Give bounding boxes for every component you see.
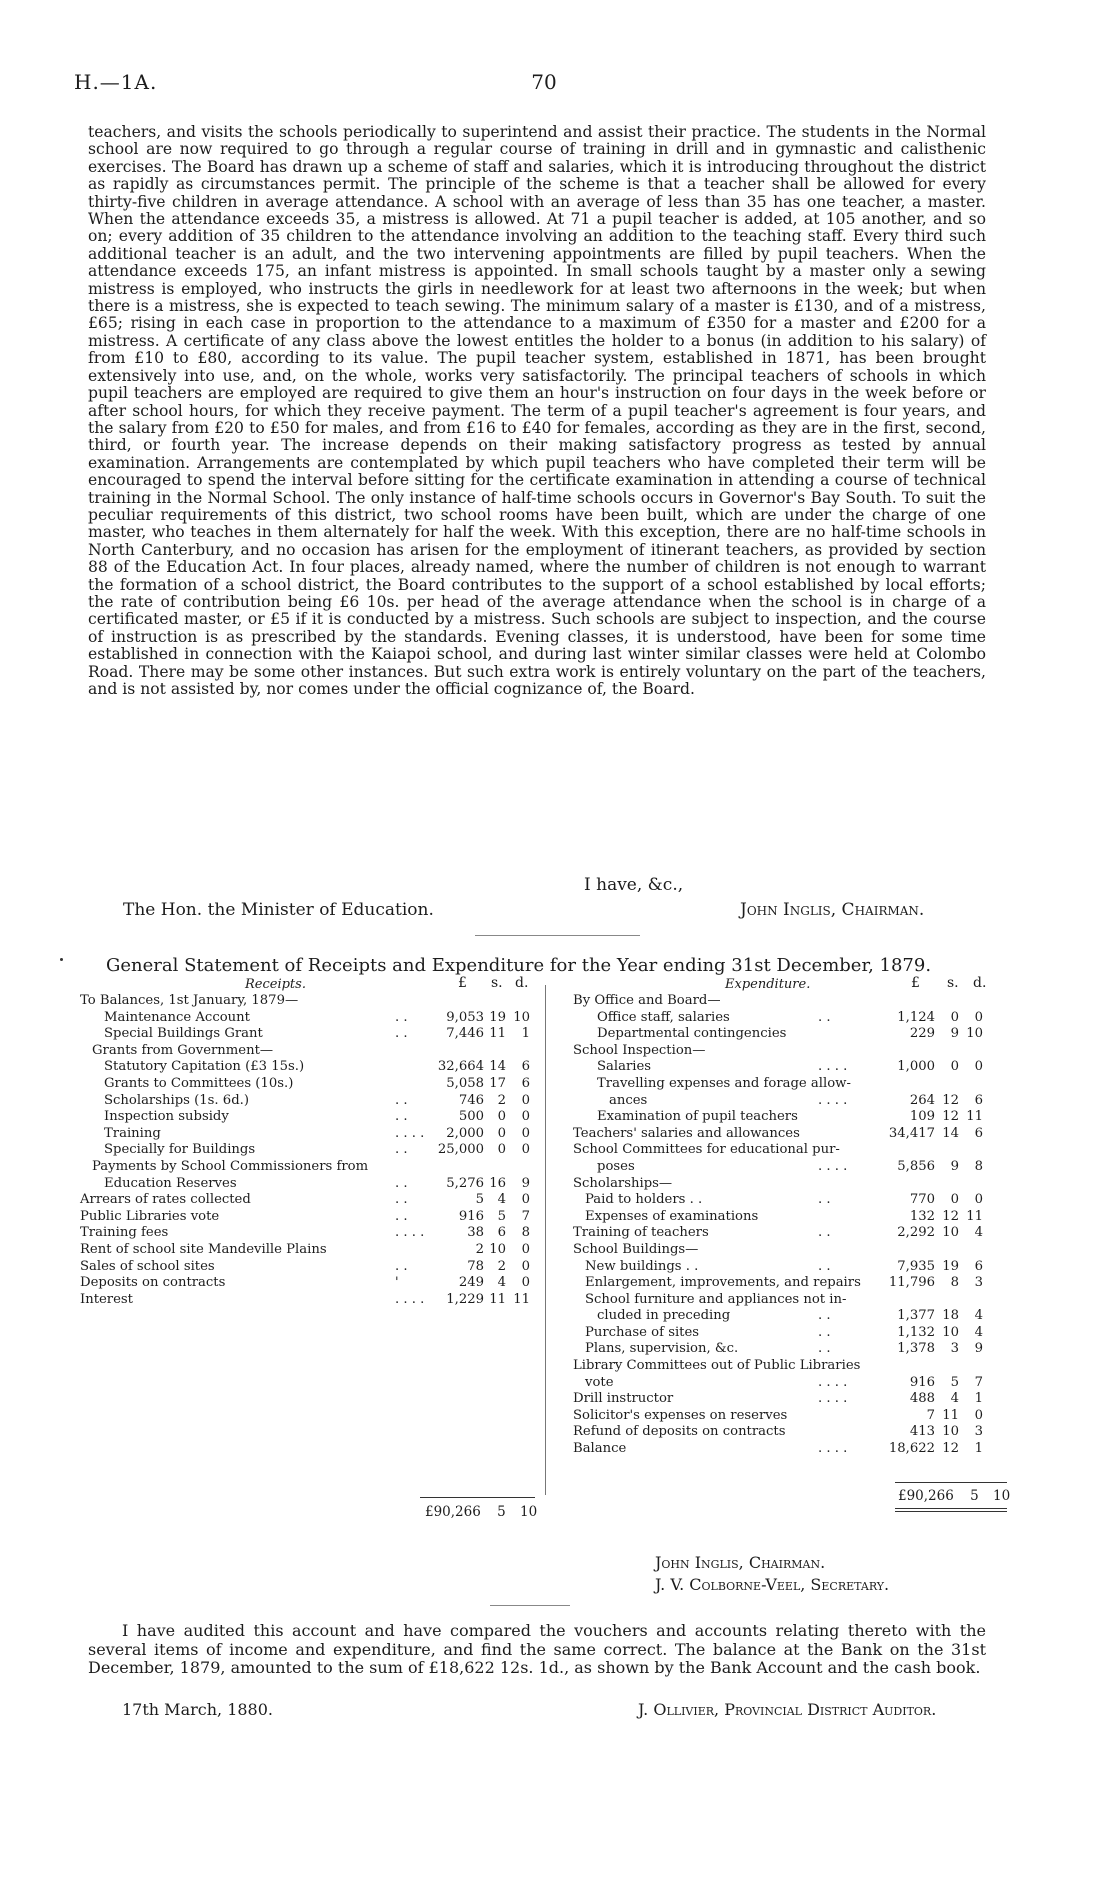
ledger-pounds: 249 bbox=[458, 1275, 484, 1291]
leader-dots: . . bbox=[395, 1009, 408, 1025]
audit-date: 17th March, 1880. bbox=[122, 1700, 273, 1719]
ledger-row bbox=[80, 1259, 535, 1276]
ledger-item-label: Special Buildings Grant bbox=[104, 1026, 263, 1042]
ledger-item-label: Solicitor's expenses on reserves bbox=[573, 1407, 788, 1423]
ledger-pence: 0 bbox=[521, 1192, 530, 1208]
leader-dots: . . bbox=[395, 1142, 408, 1158]
ledger-shillings: 9 bbox=[950, 1026, 959, 1042]
ledger-item-label: Training of teachers bbox=[573, 1225, 709, 1241]
ledger-row bbox=[573, 1209, 1005, 1226]
ledger-pence: 0 bbox=[521, 1241, 530, 1257]
ledger-item-label: vote bbox=[585, 1374, 614, 1390]
receipts-sum-rule bbox=[420, 1497, 535, 1498]
ledger-pence: 0 bbox=[974, 1009, 983, 1025]
ledger-shillings: 4 bbox=[497, 1192, 506, 1208]
leader-dots: . . . . bbox=[818, 1441, 848, 1457]
ledger-shillings: 5 bbox=[497, 1208, 506, 1224]
ledger-item-label: Enlargement, improvements, and repairs bbox=[585, 1275, 861, 1291]
ledger-pounds: 916 bbox=[909, 1374, 935, 1390]
ledger-shillings: 0 bbox=[497, 1142, 506, 1158]
expenditure-double-rule-2 bbox=[895, 1511, 1007, 1512]
ledger-pence: 9 bbox=[974, 1341, 983, 1357]
ledger-pounds: 5,276 bbox=[446, 1175, 484, 1191]
ledger-item-label: Inspection subsidy bbox=[104, 1109, 229, 1125]
ledger-pence: 6 bbox=[974, 1092, 983, 1108]
ledger-item-label: Salaries bbox=[597, 1059, 652, 1075]
addressee: The Hon. the Minister of Education. bbox=[123, 900, 434, 920]
ledger-row bbox=[573, 1441, 1005, 1458]
ledger-shillings: 14 bbox=[942, 1125, 959, 1141]
ledger-pounds: 2,292 bbox=[897, 1225, 935, 1241]
ledger-row bbox=[80, 1142, 535, 1159]
ledger-row bbox=[573, 1275, 1005, 1292]
ledger-row bbox=[80, 1159, 535, 1176]
ledger-pounds: 5,856 bbox=[897, 1158, 935, 1174]
ledger-pence: 7 bbox=[974, 1374, 983, 1390]
leader-dots: . . . . bbox=[818, 1059, 848, 1075]
ledger-row bbox=[80, 1242, 535, 1259]
ledger-pence: 10 bbox=[966, 1026, 983, 1042]
document-code: H.—1A. bbox=[74, 70, 158, 94]
ledger-pounds: 770 bbox=[909, 1192, 935, 1208]
ledger-shillings: 10 bbox=[942, 1324, 959, 1340]
expenditure-shilling-heading: s. bbox=[947, 975, 959, 991]
ledger-shillings: 2 bbox=[497, 1258, 506, 1274]
ledger-shillings: 2 bbox=[497, 1092, 506, 1108]
ledger-pounds: 25,000 bbox=[437, 1142, 484, 1158]
ledger-shillings: 0 bbox=[950, 1009, 959, 1025]
ledger-pounds: 229 bbox=[909, 1026, 935, 1042]
ledger-pence: 11 bbox=[966, 1109, 983, 1125]
ledger-shillings: 18 bbox=[942, 1308, 959, 1324]
ledger-pounds: 500 bbox=[458, 1109, 484, 1125]
ledger-pounds: 109 bbox=[909, 1109, 935, 1125]
ledger-shillings: 10 bbox=[942, 1424, 959, 1440]
ledger-row bbox=[573, 1424, 1005, 1441]
ledger-shillings: 9 bbox=[950, 1158, 959, 1174]
ledger-pence: 7 bbox=[521, 1208, 530, 1224]
ledger-shillings: 4 bbox=[497, 1275, 506, 1291]
section-divider bbox=[475, 935, 640, 936]
leader-dots: . . bbox=[818, 1324, 831, 1340]
ledger-row bbox=[80, 1026, 535, 1043]
ledger-pence: 0 bbox=[974, 1407, 983, 1423]
ledger-row bbox=[80, 1010, 535, 1027]
receipts-total-pounds: £90,266 bbox=[425, 1504, 481, 1520]
ledger-item-label: Drill instructor bbox=[573, 1391, 674, 1407]
ledger-row bbox=[573, 993, 1005, 1010]
ledger-pence: 3 bbox=[974, 1275, 983, 1291]
ledger-item-label: Departmental contingencies bbox=[597, 1026, 787, 1042]
ledger-pounds: 916 bbox=[458, 1208, 484, 1224]
ledger-item-label: Plans, supervision, &c. bbox=[585, 1341, 739, 1357]
ledger-pence: 3 bbox=[974, 1424, 983, 1440]
ledger-item-label: Sales of school sites bbox=[80, 1258, 215, 1274]
ledger-pence: 4 bbox=[974, 1308, 983, 1324]
ledger-pence: 10 bbox=[513, 1009, 530, 1025]
ledger-item-label: Teachers' salaries and allowances bbox=[573, 1125, 800, 1141]
expenditure-total-shillings: 5 bbox=[970, 1488, 979, 1504]
ledger-shillings: 0 bbox=[497, 1109, 506, 1125]
expenditure-pound-heading: £ bbox=[911, 975, 920, 991]
ledger-pence: 1 bbox=[974, 1391, 983, 1407]
leader-dots: . . bbox=[818, 1341, 831, 1357]
ledger-pounds: 2 bbox=[475, 1241, 484, 1257]
ledger-row bbox=[573, 1242, 1005, 1259]
ledger-shillings: 11 bbox=[942, 1407, 959, 1423]
receipts-total-shillings: 5 bbox=[497, 1504, 506, 1520]
auditor-signature: J. Ollivier, Provincial District Auditor. bbox=[638, 1700, 937, 1719]
ledger-item-label: To Balances, 1st January, 1879— bbox=[80, 993, 299, 1008]
ledger-item-label: Travelling expenses and forage allow- bbox=[597, 1075, 851, 1091]
statement-signatures bbox=[655, 1552, 889, 1596]
ledger-item-label: By Office and Board— bbox=[573, 993, 721, 1008]
receipts-heading: Receipts. bbox=[245, 977, 306, 992]
ledger-row bbox=[80, 1192, 535, 1209]
expenditure-total bbox=[898, 1488, 1010, 1504]
leader-dots: . . bbox=[395, 1208, 408, 1224]
leader-dots: . . bbox=[818, 1225, 831, 1241]
ledger-item-label: Education Reserves bbox=[104, 1175, 237, 1191]
statement-secretary: J. V. Colborne-Veel, Secretary. bbox=[655, 1575, 890, 1594]
audit-divider bbox=[490, 1605, 570, 1606]
leader-dots: . . bbox=[395, 1109, 408, 1125]
ledger-shillings: 11 bbox=[489, 1291, 506, 1307]
ledger-pence: 0 bbox=[521, 1109, 530, 1125]
ledger-pounds: 7 bbox=[926, 1407, 935, 1423]
ledger-shillings: 4 bbox=[950, 1391, 959, 1407]
ledger-pounds: 1,132 bbox=[897, 1324, 935, 1340]
ledger-row bbox=[573, 1408, 1005, 1425]
ledger-item-label: Scholarships— bbox=[573, 1175, 673, 1191]
ledger-item-label: Refund of deposits on contracts bbox=[573, 1424, 786, 1440]
ledger-pence: 1 bbox=[521, 1026, 530, 1042]
ledger-pounds: 34,417 bbox=[888, 1125, 935, 1141]
ledger-item-label: Training fees bbox=[80, 1225, 169, 1241]
ledger-item-label: Arrears of rates collected bbox=[80, 1192, 251, 1208]
ledger-row bbox=[573, 1292, 1005, 1309]
ledger-pounds: 413 bbox=[909, 1424, 935, 1440]
leader-dots: . . bbox=[818, 1258, 831, 1274]
ledger-pounds: 32,664 bbox=[437, 1059, 484, 1075]
ledger-pence: 6 bbox=[974, 1125, 983, 1141]
ledger-row bbox=[573, 1093, 1005, 1110]
ledger-shillings: 0 bbox=[950, 1059, 959, 1075]
ledger-row bbox=[80, 1209, 535, 1226]
ledger-row bbox=[573, 1325, 1005, 1342]
statement-title bbox=[106, 955, 931, 976]
ledger-pounds: 11,796 bbox=[888, 1275, 935, 1291]
receipts-ledger bbox=[80, 993, 535, 1308]
chairman-signature: John Inglis, Chairman. bbox=[740, 900, 925, 920]
ledger-row bbox=[80, 1225, 535, 1242]
ledger-pounds: 132 bbox=[909, 1208, 935, 1224]
ledger-row bbox=[573, 1142, 1005, 1159]
ledger-row bbox=[573, 1076, 1005, 1093]
ledger-row bbox=[80, 1093, 535, 1110]
ledger-row bbox=[573, 1010, 1005, 1027]
ledger-item-label: Paid to holders . . bbox=[585, 1192, 703, 1208]
ledger-shillings: 12 bbox=[942, 1109, 959, 1125]
ledger-item-label: cluded in preceding bbox=[597, 1308, 731, 1324]
leader-dots: ' bbox=[395, 1275, 399, 1291]
closing-salutation: I have, &c., bbox=[584, 875, 684, 895]
ledger-row bbox=[80, 1076, 535, 1093]
ledger-shillings: 16 bbox=[489, 1175, 506, 1191]
ledger-item-label: Balance bbox=[573, 1441, 627, 1457]
ledger-pounds: 1,377 bbox=[897, 1308, 935, 1324]
ledger-row bbox=[573, 1391, 1005, 1408]
ledger-row bbox=[80, 1059, 535, 1076]
ledger-shillings: 0 bbox=[497, 1125, 506, 1141]
ledger-pence: 4 bbox=[974, 1225, 983, 1241]
ledger-pounds: 746 bbox=[458, 1092, 484, 1108]
ledger-shillings: 17 bbox=[489, 1075, 506, 1091]
leader-dots: . . bbox=[818, 1308, 831, 1324]
ledger-item-label: Expenses of examinations bbox=[585, 1208, 759, 1224]
ledger-row bbox=[573, 1341, 1005, 1358]
leader-dots: . . bbox=[818, 1192, 831, 1208]
ledger-row bbox=[573, 1176, 1005, 1193]
ledger-pence: 8 bbox=[521, 1225, 530, 1241]
ledger-item-label: Grants from Government— bbox=[92, 1042, 274, 1058]
leader-dots: . . bbox=[395, 1175, 408, 1191]
page-header bbox=[74, 70, 1014, 100]
ledger-row bbox=[80, 1292, 535, 1309]
ledger-row bbox=[573, 1126, 1005, 1143]
ledger-pounds: 2,000 bbox=[446, 1125, 484, 1141]
ledger-pounds: 7,935 bbox=[897, 1258, 935, 1274]
statement-chairman: John Inglis, Chairman. bbox=[655, 1553, 826, 1572]
leader-dots: . . bbox=[395, 1092, 408, 1108]
ledger-item-label: Examination of pupil teachers bbox=[597, 1109, 798, 1125]
ledger-pence: 6 bbox=[521, 1059, 530, 1075]
ledger-pounds: 9,053 bbox=[446, 1009, 484, 1025]
body-paragraph: teachers, and visits the schools periodically to superintend and assist their practice. The students in the Normal school are now required to go through a regular course of training in drill and in gymnastic and calisthenic exercises. The Board has drawn up a scheme of staff and salaries, which it is introducing throughout the district as rapidly as circumstances permit. The principle of the scheme is that a teacher shall be allowed for every thirty-five children in average attendance. A school with an average of less than 35 has one teacher, a master. When the attendance exceeds 35, a mistress is allowed. At 71 a pupil teacher is added, at 105 another, and so on; every addition of 35 children to the attendance involving an addition to the teaching staff. Every third such additional teacher is an adult, and the two intervening appointments are filled by pupil teachers. When the attendance exceeds 175, an infant mistress is appointed. In small schools taught by a master only a sewing mistress is employed, who instructs the girls in needlework for at least two afternoons in the week; but when there is a mistress, she is expected to teach sewing. The minimum salary of a master is £130, and of a mistress, £65; rising in each case in proportion to the attendance to a maximum of £350 for a master and £200 for a mistress. A certificate of any class above the lowest entitles the holder to a bonus (in addition to his salary) of from £10 to £80, according to its value. The pupil teacher system, established in 1871, has been brought extensively into use, and, on the whole, works very satisfactorily. The principal teachers of schools in which pupil teachers are employed are required to give them an hour's instruction on four days in the week before or after school hours, for which they receive payment. The term of a pupil teacher's agreement is four years, and the salary from £20 to £50 for males, and from £16 to £40 for females, according as they are in the first, second, third, or fourth year. The increase depends on their making satisfactory progress as tested by annual examination. Arrangements are contemplated by which pupil teachers who have completed their term will be encouraged to spend the interval before sitting for the certificate examination in attending a course of technical training in the Normal School. The only instance of half-time schools occurs in Governor's Bay South. To suit the peculiar requirements of this district, two school rooms have been built, which are under the charge of one master, who teaches in them alternately for half the week. With this exception, there are no half-time schools in North Canterbury, and no occasion has arisen for the employment of itinerant teachers, as provided by section 88 of the Education Act. In four places, already named, where the number of children is not enough to warrant the formation of a school district, the Board contributes to the support of a school established by local efforts; the rate of contribution being £6 10s. per head of the average attendance when the school is in charge of a certificated master, or £5 if it is conducted by a mistress. Such schools are subject to inspection, and the course of instruction is as prescribed by the standards. Evening classes, it is understood, have been for some time established in connection with the Kaiapoi school, and during last winter similar classes were held at Colombo Road. There may be some other instances. But such extra work is entirely voluntary on the part of the teachers, and is not assisted by, nor comes under the official cognizance of, the Board. bbox=[88, 123, 986, 698]
ledger-item-label: poses bbox=[597, 1158, 635, 1174]
column-divider bbox=[545, 985, 546, 1495]
ledger-pence: 11 bbox=[513, 1291, 530, 1307]
ledger-pence: 1 bbox=[974, 1441, 983, 1457]
ledger-row bbox=[573, 1225, 1005, 1242]
ledger-item-label: Statutory Capitation (£3 15s.) bbox=[104, 1059, 305, 1075]
ledger-item-label: School furniture and appliances not in- bbox=[585, 1291, 847, 1307]
ledger-shillings: 12 bbox=[942, 1441, 959, 1457]
ledger-pence: 8 bbox=[974, 1158, 983, 1174]
receipts-pound-heading: £ bbox=[458, 975, 467, 991]
ledger-item-label: Payments by School Commissioners from bbox=[92, 1158, 369, 1174]
ledger-pence: 4 bbox=[974, 1324, 983, 1340]
leader-dots: . . bbox=[395, 1026, 408, 1042]
receipts-total-pence: 10 bbox=[520, 1504, 538, 1520]
ledger-shillings: 8 bbox=[950, 1275, 959, 1291]
ledger-item-label: Library Committees out of Public Libraries bbox=[573, 1358, 861, 1374]
ledger-row bbox=[573, 1059, 1005, 1076]
ledger-shillings: 19 bbox=[942, 1258, 959, 1274]
ledger-pounds: 1,229 bbox=[446, 1291, 484, 1307]
page-number: 70 bbox=[531, 70, 557, 94]
ledger-pence: 0 bbox=[521, 1275, 530, 1291]
leader-dots: . . . . bbox=[395, 1125, 425, 1141]
ledger-pounds: 7,446 bbox=[446, 1026, 484, 1042]
ledger-shillings: 5 bbox=[950, 1374, 959, 1390]
ledger-pence: 0 bbox=[521, 1092, 530, 1108]
receipts-shilling-heading: s. bbox=[491, 975, 503, 991]
statement-title-text: General Statement of Receipts and Expenditure for the Year ending 31st December, 1879. bbox=[106, 955, 932, 976]
ledger-pounds: 1,378 bbox=[897, 1341, 935, 1357]
ledger-shillings: 6 bbox=[497, 1225, 506, 1241]
expenditure-sum-rule bbox=[895, 1482, 1007, 1483]
expenditure-double-rule-1 bbox=[895, 1508, 1007, 1509]
ledger-shillings: 10 bbox=[942, 1225, 959, 1241]
ledger-shillings: 14 bbox=[489, 1059, 506, 1075]
ledger-row bbox=[80, 1275, 535, 1292]
expenditure-pence-heading: d. bbox=[973, 975, 987, 991]
ledger-item-label: Maintenance Account bbox=[104, 1009, 250, 1025]
expenditure-ledger bbox=[573, 993, 1005, 1458]
ledger-pence: 0 bbox=[521, 1125, 530, 1141]
ledger-pence: 0 bbox=[974, 1192, 983, 1208]
margin-mark bbox=[60, 958, 63, 961]
ledger-pence: 0 bbox=[521, 1142, 530, 1158]
ledger-item-label: School Inspection— bbox=[573, 1042, 706, 1058]
leader-dots: . . . . bbox=[818, 1092, 848, 1108]
ledger-item-label: ances bbox=[609, 1092, 648, 1108]
ledger-pounds: 5 bbox=[475, 1192, 484, 1208]
ledger-pounds: 1,000 bbox=[897, 1059, 935, 1075]
ledger-pence: 11 bbox=[966, 1208, 983, 1224]
ledger-item-label: Specially for Buildings bbox=[104, 1142, 256, 1158]
ledger-pence: 6 bbox=[521, 1075, 530, 1091]
ledger-row bbox=[80, 1043, 535, 1060]
ledger-pounds: 18,622 bbox=[888, 1441, 935, 1457]
ledger-shillings: 12 bbox=[942, 1208, 959, 1224]
leader-dots: . . bbox=[395, 1192, 408, 1208]
ledger-item-label: Deposits on contracts bbox=[80, 1275, 226, 1291]
leader-dots: . . . . bbox=[395, 1291, 425, 1307]
ledger-item-label: School Buildings— bbox=[573, 1241, 699, 1257]
ledger-row bbox=[573, 1159, 1005, 1176]
leader-dots: . . . . bbox=[818, 1391, 848, 1407]
leader-dots: . . bbox=[395, 1258, 408, 1274]
ledger-item-label: Office staff, salaries bbox=[597, 1009, 730, 1025]
ledger-pence: 9 bbox=[521, 1175, 530, 1191]
ledger-item-label: Purchase of sites bbox=[585, 1324, 700, 1340]
ledger-pounds: 38 bbox=[467, 1225, 484, 1241]
ledger-row bbox=[573, 1358, 1005, 1375]
ledger-row bbox=[573, 1043, 1005, 1060]
ledger-item-label: Rent of school site Mandeville Plains bbox=[80, 1241, 327, 1257]
ledger-shillings: 11 bbox=[489, 1026, 506, 1042]
ledger-pounds: 488 bbox=[909, 1391, 935, 1407]
expenditure-total-pence: 10 bbox=[993, 1488, 1011, 1504]
ledger-row bbox=[80, 993, 535, 1010]
ledger-item-label: Scholarships (1s. 6d.) bbox=[104, 1092, 249, 1108]
ledger-row bbox=[573, 1026, 1005, 1043]
ledger-pence: 6 bbox=[974, 1258, 983, 1274]
ledger-row bbox=[80, 1126, 535, 1143]
ledger-shillings: 3 bbox=[950, 1341, 959, 1357]
receipts-pence-heading: d. bbox=[515, 975, 529, 991]
ledger-shillings: 0 bbox=[950, 1192, 959, 1208]
ledger-pounds: 1,124 bbox=[897, 1009, 935, 1025]
ledger-item-label: Public Libraries vote bbox=[80, 1208, 220, 1224]
ledger-row bbox=[573, 1308, 1005, 1325]
ledger-pounds: 264 bbox=[909, 1092, 935, 1108]
ledger-pounds: 78 bbox=[467, 1258, 484, 1274]
ledger-row bbox=[573, 1375, 1005, 1392]
ledger-shillings: 12 bbox=[942, 1092, 959, 1108]
ledger-row bbox=[573, 1259, 1005, 1276]
ledger-item-label: Grants to Committees (10s.) bbox=[104, 1075, 294, 1091]
ledger-item-label: Interest bbox=[80, 1291, 133, 1307]
leader-dots: . . . . bbox=[818, 1374, 848, 1390]
leader-dots: . . . . bbox=[818, 1158, 848, 1174]
ledger-row bbox=[80, 1109, 535, 1126]
ledger-shillings: 19 bbox=[489, 1009, 506, 1025]
ledger-pounds: 5,058 bbox=[446, 1075, 484, 1091]
ledger-shillings: 10 bbox=[489, 1241, 506, 1257]
ledger-row bbox=[80, 1176, 535, 1193]
receipts-total bbox=[425, 1504, 537, 1520]
expenditure-heading: Expenditure. bbox=[725, 977, 811, 992]
leader-dots: . . . . bbox=[395, 1225, 425, 1241]
ledger-pence: 0 bbox=[521, 1258, 530, 1274]
ledger-item-label: Training bbox=[104, 1125, 161, 1141]
ledger-pence: 0 bbox=[974, 1059, 983, 1075]
ledger-row bbox=[573, 1109, 1005, 1126]
ledger-item-label: School Committees for educational pur- bbox=[573, 1142, 840, 1158]
ledger-item-label: New buildings . . bbox=[585, 1258, 699, 1274]
expenditure-total-pounds: £90,266 bbox=[898, 1488, 954, 1504]
audit-paragraph: I have audited this account and have compared the vouchers and accounts relating thereto with the several items of income and expenditure, and find the same correct. The balance at the Bank on the 31st December, 1879, amounted to the sum of £18,622 12s. 1d., as shown by the Bank Account and the cash book. bbox=[88, 1621, 986, 1678]
leader-dots: . . bbox=[818, 1009, 831, 1025]
ledger-row bbox=[573, 1192, 1005, 1209]
